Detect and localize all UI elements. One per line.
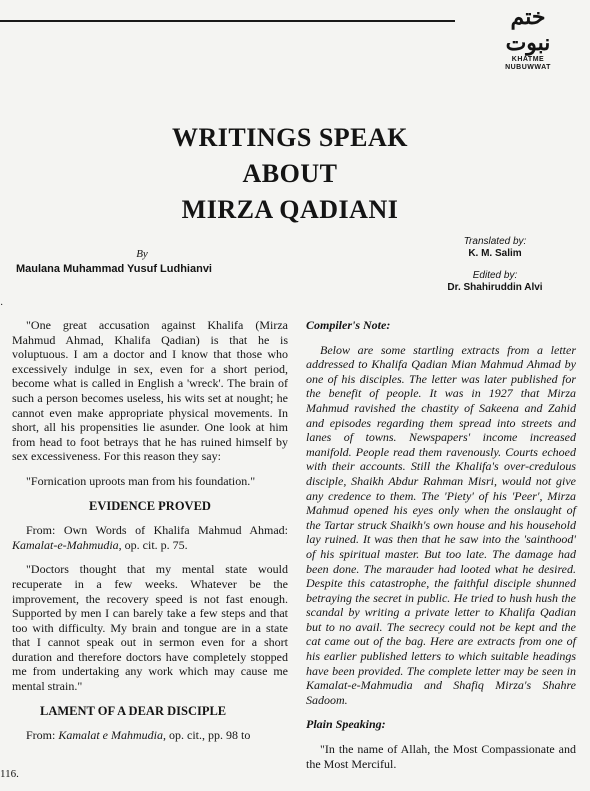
citation-title: Kamalat-e-Mahmudia: [12, 537, 119, 552]
credits-block: [420, 236, 570, 294]
page-number: 116.: [0, 768, 19, 780]
title-line-2: ABOUT: [242, 159, 338, 188]
translated-label: Translated by:: [463, 236, 527, 247]
heading-evidence-proved: EVIDENCE PROVED: [89, 498, 211, 513]
compilers-note-text: Below are some startling extracts from a letter addressed to Khalifa Qadian Mian Mahmud Ahmad by one of his disciples. The letter was later published for the benefit of people. It was in 1927 that Mirza Mahmud ravished the chastity of Sakeena and Zahid and episodes regarding them spread into streets and lanes of towns. Newspapers' income increased manifold. People read them ravenously. Courts echoed with their accounts. Still the Khalifa's over-credulous disciple, Shaikh Abdur Rahman Misri, would not give any credence to them. The 'Piety' of his 'Peer', Mirza Mahmud opened his eyes only when the onslaught of the Tartar struck Shaikh's own house and his household lay ruined. It was then that he saw into the 'sainthood' of his spiritual master. But too late. The damage had been done. The marauder had looted what he desired. Despite this catastrophe, the faithful disciple shunned betraying the secret in public. He tried to hush hush the scandal by writing a private letter to Khalifa Qadian but to no avail. The secrecy could not be kept and the cat came out of the bag. Here are extracts from one of his earlier published letters to which suitable headings have been provided. The complete letter may be seen in Kamalat-e-Mahmudia and Shafiq Mirza's Shahre Sadoom.: [306, 342, 576, 707]
citation-suffix: , op. cit. p. 75.: [118, 537, 188, 552]
right-column: [306, 318, 576, 781]
quote-fornication: "Fornication uproots man from his foundation.": [26, 473, 256, 488]
paragraph-doctors: "Doctors thought that my mental state would recuperate in a few weeks. Whatever be the improvement, the recovery speed is not fast enough. Supported by men I can barely take a few steps and that too with difficulty. My brain and tongue are in a state that I cannot speak out in sermon even for a short duration and therefore doctors have completely stopped me from undertaking any work which may cause me mental strain.": [12, 562, 288, 694]
logo-calligraphy: ختم نبوت: [505, 4, 551, 56]
header-rule: [0, 20, 455, 22]
source-citation-1: [12, 523, 288, 552]
source-citation-2: [12, 728, 288, 743]
translator-name: K. M. Salim: [468, 248, 522, 259]
title-line-1: WRITINGS SPEAK: [172, 123, 408, 152]
letter-opening: "In the name of Allah, the Most Compassionate and the Most Merciful.: [306, 742, 576, 771]
citation-title: Kamalat e Mahmudia: [58, 728, 164, 743]
margin-mark: ·: [0, 300, 4, 311]
editor-name: Dr. Shahiruddin Alvi: [447, 282, 543, 293]
logo-subtitle: KHATME NUBUWWAT: [505, 56, 551, 71]
citation-prefix: From:: [26, 728, 59, 743]
compilers-note-heading: Compiler's Note:: [306, 318, 391, 332]
heading-lament: LAMENT OF A DEAR DISCIPLE: [40, 703, 227, 718]
citation-prefix: From: Own Words of Khalifa Mahmud Ahmad:: [26, 523, 288, 538]
author-name: Maulana Muhammad Yusuf Ludhianvi: [16, 263, 212, 275]
edited-label: Edited by:: [472, 270, 518, 281]
magazine-logo: [488, 4, 568, 71]
paragraph-accusation: "One great accusation against Khalifa (Mirza Mahmud Ahmad, Khalifa Qadian) is that he is voluptuous. I am a doctor and I know that those who excessively indulge in sex, even for a short period, become what is called in English a 'wreck'. The brain of such a person becomes useless, his wits set at nought; he cannot even make appropriate physical movements. In short, all his propensities lie asunder. One look at him from head to foot betrays that he has ruined himself by sex excessiveness. For this reason they say:: [12, 318, 288, 464]
left-column: [12, 318, 288, 753]
plain-speaking-heading: Plain Speaking:: [306, 717, 386, 732]
article-title: [110, 120, 470, 228]
byline-by: By: [136, 248, 148, 260]
citation-suffix: , op. cit., pp. 98 to: [163, 728, 251, 743]
title-line-3: MIRZA QADIANI: [181, 195, 399, 224]
